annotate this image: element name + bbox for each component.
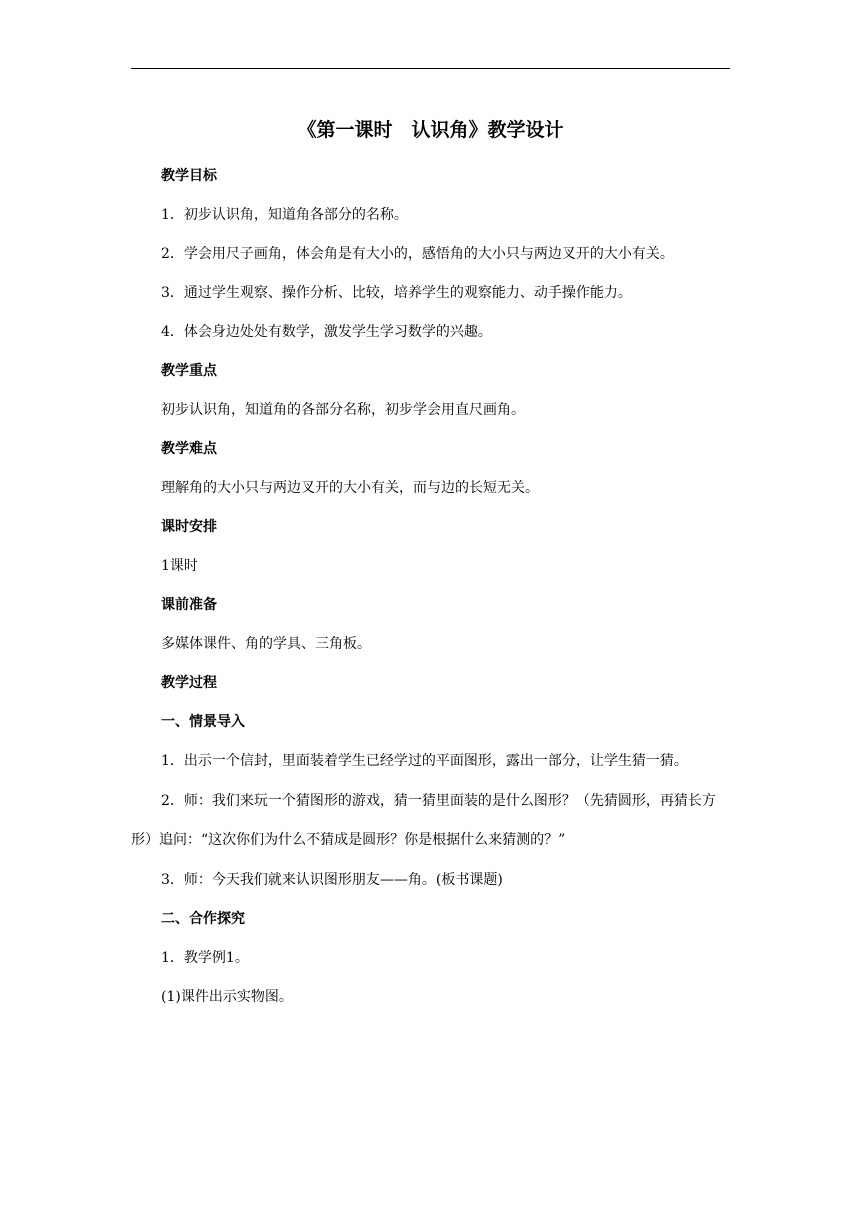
section-heading-difficulties: 教学难点 xyxy=(161,441,217,457)
goal-item: 1．初步认识角，知道角各部分的名称。 xyxy=(161,207,408,223)
section-heading-goals: 教学目标 xyxy=(161,168,217,184)
section-heading-process: 教学过程 xyxy=(161,675,217,691)
difficulties-text: 理解角的大小只与两边叉开的大小有关，而与边的长短无关。 xyxy=(161,480,539,496)
process-step: 1．教学例1。 xyxy=(161,950,249,966)
process-step: 1．出示一个信封，里面装着学生已经学过的平面图形，露出一部分，让学生猜一猜。 xyxy=(161,753,688,769)
subsection-heading-intro: 一、情景导入 xyxy=(161,714,245,730)
header-rule xyxy=(131,68,730,69)
preparation-text: 多媒体课件、角的学具、三角板。 xyxy=(161,636,371,652)
process-step: 3．师：今天我们就来认识图形朋友——角。(板书课题) xyxy=(161,872,503,888)
schedule-text: 1课时 xyxy=(161,558,198,574)
document-body xyxy=(131,163,730,1023)
goal-item: 2．学会用尺子画角，体会角是有大小的，感悟角的大小只与两边叉开的大小有关。 xyxy=(161,246,674,262)
process-step: (1)课件出示实物图。 xyxy=(161,989,293,1005)
process-step: 2．师：我们来玩一个猜图形的游戏，猜一猜里面装的是什么图形？（先猜圆形，再猜长方形）追问：“这次你们为什么不猜成是圆形？你是根据什么来猜测的？” xyxy=(131,793,716,848)
goal-item: 3．通过学生观察、操作分析、比较，培养学生的观察能力、动手操作能力。 xyxy=(161,285,632,301)
section-heading-schedule: 课时安排 xyxy=(161,519,217,535)
document-title: 《第一课时 认识角》教学设计 xyxy=(297,119,564,141)
key-points-text: 初步认识角，知道角的各部分名称，初步学会用直尺画角。 xyxy=(161,402,525,418)
section-heading-key-points: 教学重点 xyxy=(161,363,217,379)
section-heading-preparation: 课前准备 xyxy=(161,597,217,613)
subsection-heading-exploration: 二、合作探究 xyxy=(161,911,245,927)
goal-item: 4．体会身边处处有数学，激发学生学习数学的兴趣。 xyxy=(161,324,492,340)
